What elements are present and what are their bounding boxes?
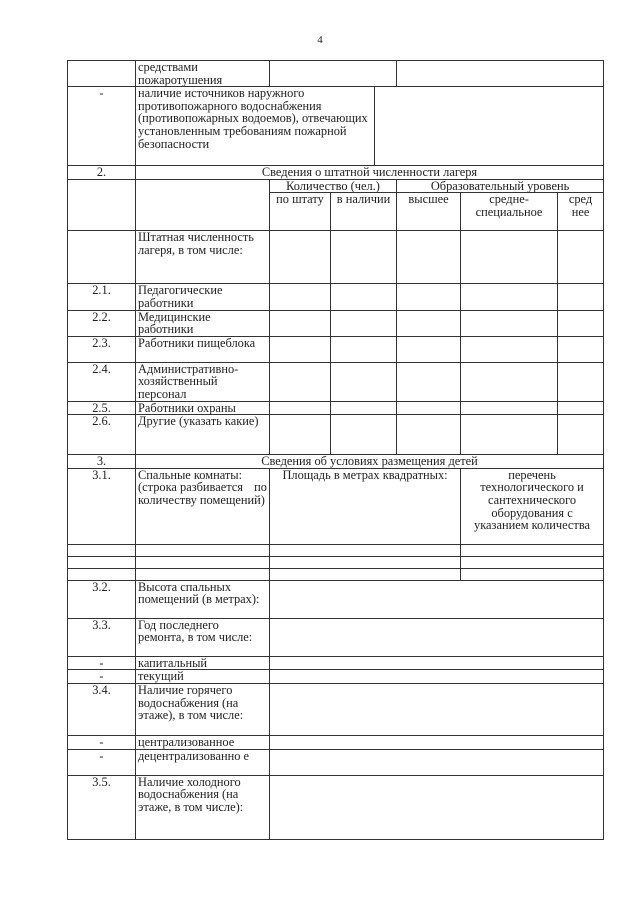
table-row <box>68 556 604 568</box>
section-title: Сведения о штатной численности лагеря <box>136 166 604 180</box>
equipment-header: перечень технологического и сантехнического оборудования с указанием количества <box>461 468 604 544</box>
table-row <box>68 544 604 556</box>
table-row: - децентрализованно е <box>68 749 604 775</box>
table-row <box>68 87 604 166</box>
higher-header: высшее <box>397 193 461 231</box>
table-row: 2.6. Другие (указать какие) <box>68 415 604 455</box>
education-header: Образовательный уровень <box>397 179 604 193</box>
fire-tail-label: средствами пожаротушения <box>136 61 270 87</box>
camp-passport-table <box>67 60 604 840</box>
count-header: Количество (чел.) <box>270 179 397 193</box>
section-number: 2. <box>68 166 136 180</box>
bedrooms-label: Спальные комнаты: (строка разбивается по количеству помещений) <box>136 468 270 544</box>
table-row: 2.1. Педагогические работники <box>68 284 604 310</box>
table-row: 2.2. Медицинские работники <box>68 310 604 336</box>
secondary-special-header: средне-специальное <box>461 193 558 231</box>
table-row: 3.5. Наличие холодного водоснабжения (на этаже, в том числе): <box>68 775 604 839</box>
page-number: 4 <box>317 34 323 46</box>
area-header: Площадь в метрах квадратных: <box>270 468 461 544</box>
table-row <box>68 61 604 87</box>
fire-water-source-label: наличие источников наружного противопожарного водоснабжения (противопожарных водоемов), отвечающих установленным требованиям пожарной безопасности <box>136 87 375 166</box>
staff-header: по штату <box>270 193 331 231</box>
table-row: - централизованное <box>68 735 604 749</box>
table-row: 3.1. Спальные комнаты: (строка разбивается по количеству помещений) Площадь в метрах квадратных: перечень технологического и сантехнического оборудования с указанием количества <box>68 468 604 544</box>
table-row: 2.3. Работники пищеблока <box>68 336 604 362</box>
table-row <box>68 231 604 284</box>
table-header-row <box>68 179 604 193</box>
secondary-header: сред нее <box>558 193 604 231</box>
table-row: 2.5. Работники охраны <box>68 401 604 415</box>
table-row <box>68 568 604 580</box>
table-row: 3.3. Год последнего ремонта, в том числе: <box>68 618 604 656</box>
section-header-row <box>68 166 604 180</box>
table-row: 3.2. Высота спальных помещений (в метрах): <box>68 580 604 618</box>
table-row: - капитальный <box>68 656 604 670</box>
total-staff-label: Штатная численность лагеря, в том числе: <box>136 231 270 284</box>
section-title: Сведения об условиях размещения детей <box>136 455 604 469</box>
actual-header: в наличии <box>331 193 397 231</box>
table-row: 2.4. Административно-хозяйственный персонал <box>68 362 604 401</box>
table-row: - текущий <box>68 670 604 684</box>
item-dash: - <box>68 87 136 166</box>
table-row: 3.4. Наличие горячего водоснабжения (на этаже), в том числе: <box>68 683 604 735</box>
section-header-row <box>68 455 604 469</box>
section-number: 3. <box>68 455 136 469</box>
